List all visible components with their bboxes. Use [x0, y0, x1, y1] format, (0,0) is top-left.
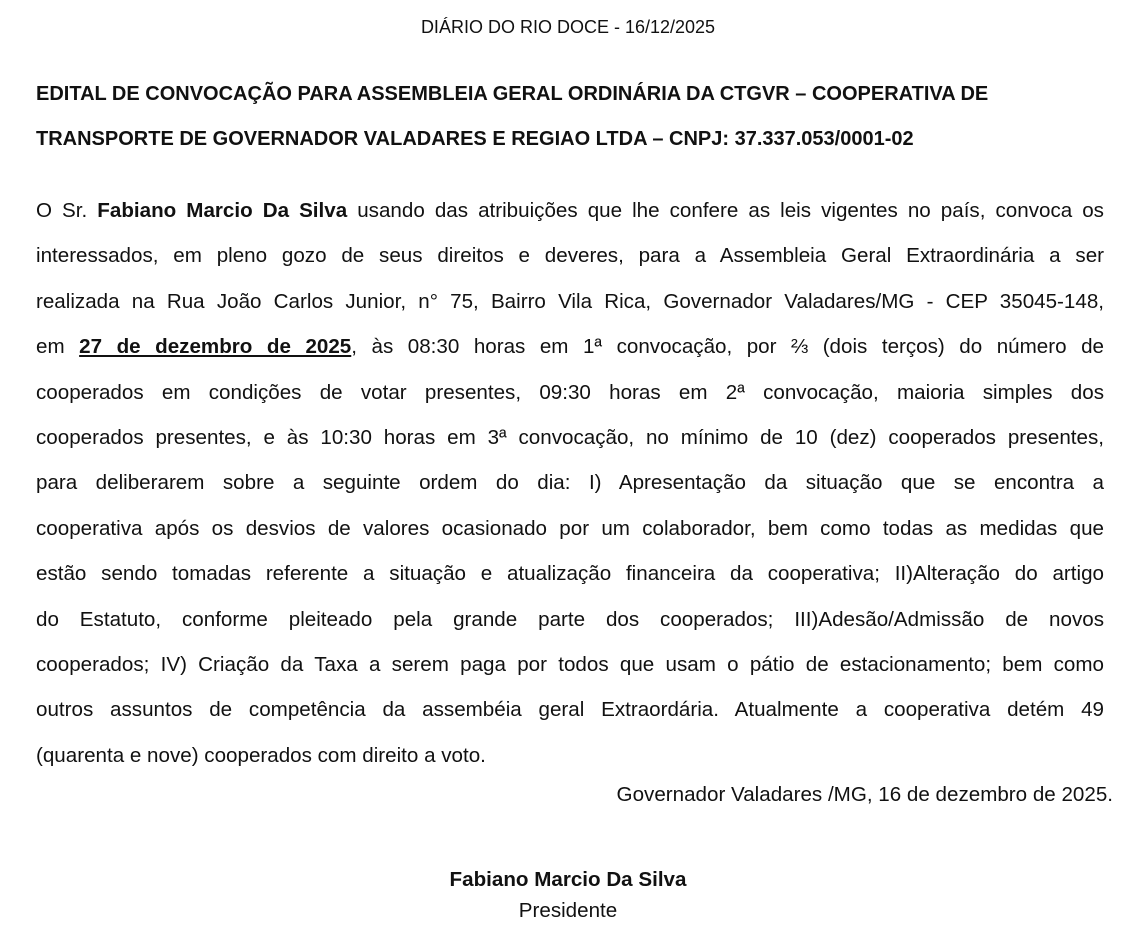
masthead: DIÁRIO DO RIO DOCE - 16/12/2025 — [420, 17, 716, 37]
body-line-4-pre: em — [36, 335, 65, 359]
body-line-4 — [36, 324, 1104, 369]
body-line-1-post: usando das atribuições que lhe confere as leis vigentes no país, convoca os — [357, 199, 1104, 222]
body-line-2: interessados, em pleno gozo de seus direitos e deveres, para a Assembleia Geral Extraordinária a ser — [36, 244, 1104, 268]
body-line-13: (quarenta e nove) cooperados com direito a voto. — [36, 743, 486, 767]
body-line-8: cooperativa após os desvios de valores ocasionado por um colaborador, bem como todas as medidas que — [36, 516, 1104, 540]
body-line-3: realizada na Rua João Carlos Junior, n° 75, Bairro Vila Rica, Governador Valadares/MG - CEP 35045-148, — [36, 289, 1104, 313]
notice-body — [36, 188, 1104, 778]
body-line-1 — [36, 188, 1104, 233]
convener-name: Fabiano Marcio Da Silva — [97, 199, 348, 222]
notice-title-line-1: EDITAL DE CONVOCAÇÃO PARA ASSEMBLEIA GERAL ORDINÁRIA DA CTGVR – COOPERATIVA DE — [36, 83, 989, 105]
notice-title — [36, 72, 1104, 162]
signatory-name: Fabiano Marcio Da Silva — [449, 868, 687, 891]
signature-block — [0, 864, 1136, 926]
body-line-5: cooperados em condições de votar presentes, 09:30 horas em 2ª convocação, maioria simples dos — [36, 380, 1104, 404]
body-line-7: para deliberarem sobre a seguinte ordem do dia: I) Apresentação da situação que se encontra a — [36, 471, 1104, 495]
signatory-role: Presidente — [518, 899, 618, 922]
body-line-6: cooperados presentes, e às 10:30 horas em 3ª convocação, no mínimo de 10 (dez) cooperados presentes, — [36, 425, 1104, 449]
assembly-date: 27 de dezembro de 2025 — [79, 335, 352, 359]
body-line-9: estão sendo tomadas referente a situação e atualização financeira da cooperativa; II)Alteração do artigo — [36, 562, 1104, 586]
notice-title-line-2: TRANSPORTE DE GOVERNADOR VALADARES E REGIAO LTDA – CNPJ: 37.337.053/0001-02 — [36, 128, 914, 150]
body-line-4-post: , às 08:30 horas em 1ª convocação, por ⅔ (dois terços) do número de — [351, 335, 1104, 359]
body-line-12: outros assuntos de competência da assembéia geral Extraordária. Atualmente a cooperativa detém 49 — [36, 698, 1104, 722]
body-line-1-pre: O Sr. — [36, 199, 88, 222]
body-line-10: do Estatuto, conforme pleiteado pela grande parte dos cooperados; III)Adesão/Admissão de novos — [36, 607, 1104, 631]
body-line-11: cooperados; IV) Criação da Taxa a serem paga por todos que usam o pátio de estacionamento; bem como — [36, 652, 1104, 676]
place-and-date: Governador Valadares /MG, 16 de dezembro de 2025. — [616, 783, 1113, 806]
